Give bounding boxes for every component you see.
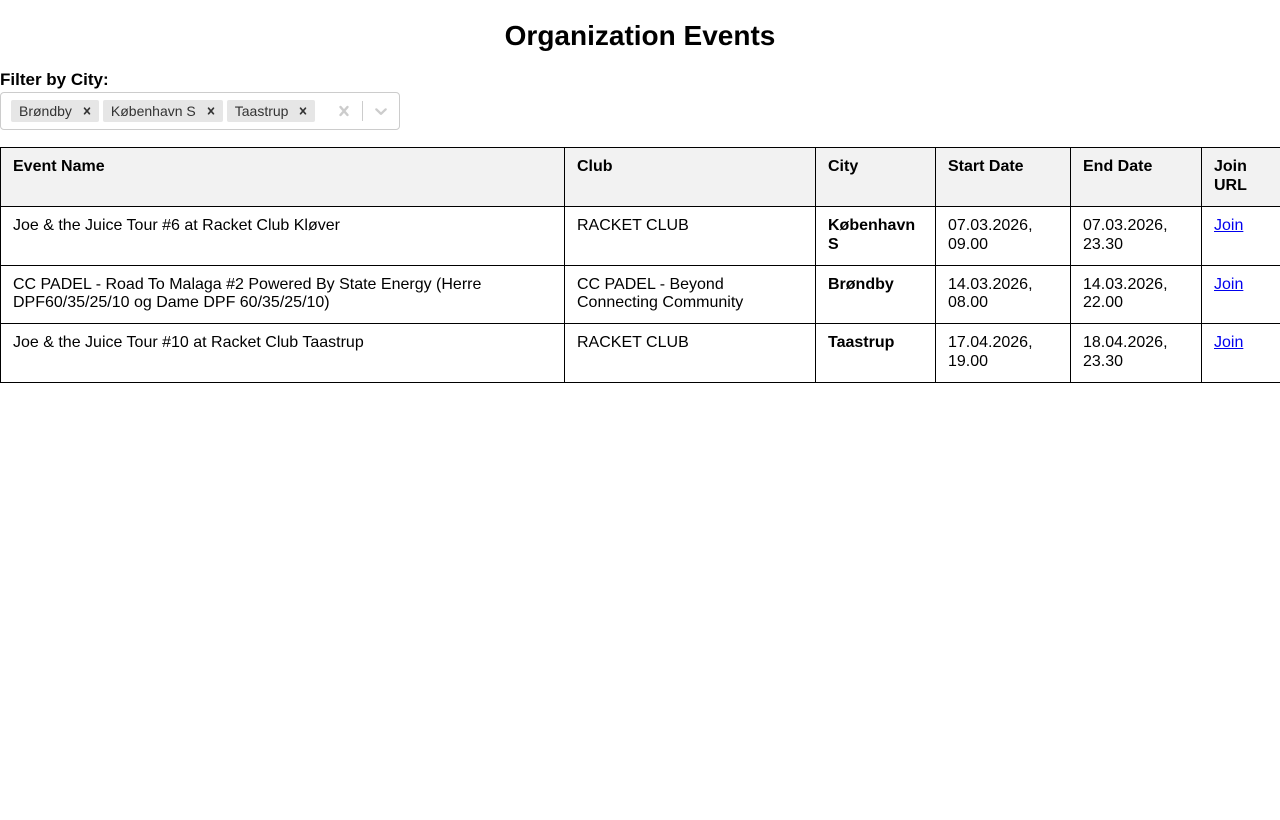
page-title: Organization Events [0,20,1280,52]
start-date-cell: 17.04.2026, 19.00 [936,324,1071,383]
filter-chip [103,100,223,122]
end-date-cell: 18.04.2026, 23.30 [1071,324,1202,383]
city-cell: Taastrup [816,324,936,383]
join-url-cell [1202,265,1280,324]
filter-chip-label: Brøndby [11,100,75,122]
start-date-cell: 14.03.2026, 08.00 [936,265,1071,324]
end-date-cell: 14.03.2026, 22.00 [1071,265,1202,324]
column-header-start-date: Start Date [936,148,1071,207]
table-header-row [1,148,1280,207]
table-row [1,265,1280,324]
events-table [0,147,1280,383]
city-cell: København S [816,206,936,265]
join-link[interactable]: Join [1214,217,1243,234]
select-indicators [326,93,399,129]
start-date-cell: 07.03.2026, 09.00 [936,206,1071,265]
filter-chip [227,100,316,122]
table-row [1,324,1280,383]
event-name-cell: Joe & the Juice Tour #6 at Racket Club Kløver [1,206,565,265]
event-name-cell: Joe & the Juice Tour #10 at Racket Club Taastrup [1,324,565,383]
filter-label: Filter by City: [0,70,1280,90]
join-link[interactable]: Join [1214,334,1243,351]
end-date-cell: 07.03.2026, 23.30 [1071,206,1202,265]
club-cell: RACKET CLUB [565,324,816,383]
club-cell: RACKET CLUB [565,206,816,265]
club-cell: CC PADEL - Beyond Connecting Community [565,265,816,324]
join-link[interactable]: Join [1214,276,1243,293]
column-header-end-date: End Date [1071,148,1202,207]
chip-remove-icon[interactable] [291,104,315,118]
column-header-event-name: Event Name [1,148,565,207]
column-header-city: City [816,148,936,207]
table-row [1,206,1280,265]
event-name-cell: CC PADEL - Road To Malaga #2 Powered By State Energy (Herre DPF60/35/25/10 og Dame DPF 60/35/25/10) [1,265,565,324]
join-url-cell [1202,206,1280,265]
city-filter-select[interactable] [0,92,400,130]
column-header-join-url: Join URL [1202,148,1280,207]
city-cell: Brøndby [816,265,936,324]
chevron-down-icon[interactable] [363,93,399,129]
clear-all-icon[interactable] [326,93,362,129]
filter-chip-label: Taastrup [227,100,292,122]
column-header-club: Club [565,148,816,207]
chip-remove-icon[interactable] [75,104,99,118]
filter-chip [11,100,99,122]
chip-remove-icon[interactable] [199,104,223,118]
page [0,20,1280,820]
join-url-cell [1202,324,1280,383]
select-value-container[interactable] [1,96,326,126]
filter-chip-label: København S [103,100,199,122]
